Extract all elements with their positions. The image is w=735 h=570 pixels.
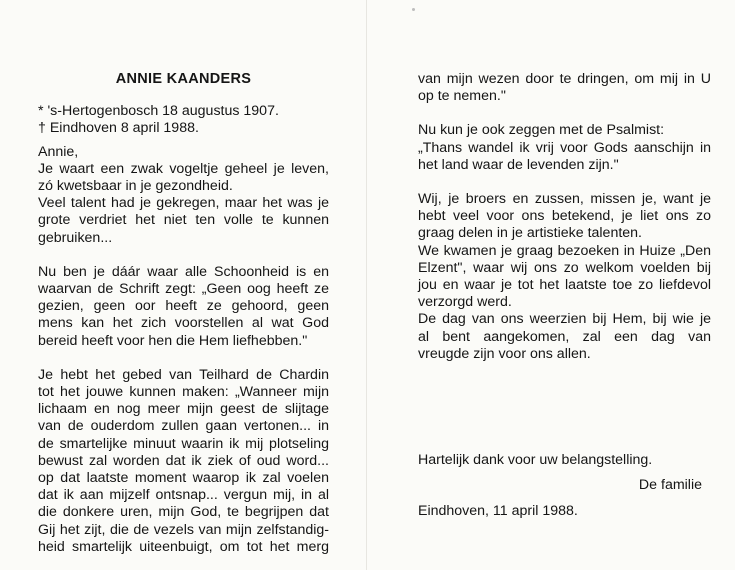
text-line: Elzent", waar wij ons zo welkom voelden bij xyxy=(418,259,711,276)
text-line: Veel talent had je gekregen, maar het was je xyxy=(38,195,329,212)
text-line: die donkere uren, mijn God, te begrijpen dat xyxy=(38,504,329,521)
text-line: Je waart een zwak vogeltje geheel je leven, xyxy=(38,160,329,177)
text-line: vreugde zijn voor ons allen. xyxy=(418,345,591,362)
left-page xyxy=(38,71,329,556)
text-line: dat ik aan mijzelf ontsnap... vergun mij, in al xyxy=(38,487,329,504)
text-line: graag delen in je artistieke talenten. xyxy=(418,225,642,242)
place-date: Eindhoven, 11 april 1988. xyxy=(418,503,578,520)
paragraph-scripture xyxy=(38,264,329,350)
text-line: Je hebt het gebed van Teilhard de Chardin xyxy=(38,366,329,383)
birth-line: * 's-Hertogenbosch 18 augustus 1907. xyxy=(38,103,279,120)
text-line: op dat laatste moment waarop ik zal voelen xyxy=(38,470,329,487)
text-line: heid smartelijk uiteenbuigt, om tot het merg xyxy=(38,538,329,555)
right-page xyxy=(418,71,711,363)
text-line: Annie, xyxy=(38,143,79,160)
paragraph-prayer xyxy=(38,367,329,556)
thanks-line: Hartelijk dank voor uw belangstelling. xyxy=(418,452,653,468)
deceased-name: ANNIE KAANDERS xyxy=(115,71,252,87)
text-line: bereid heeft voor hen die Hem liefhebben." xyxy=(38,332,308,349)
text-line: verzorgd werd. xyxy=(418,294,512,311)
text-line: gebruiken... xyxy=(38,229,113,246)
signature: De familie xyxy=(638,477,702,494)
text-line: van mijn wezen door te dringen, om mij in U xyxy=(418,71,711,87)
closing-block xyxy=(418,452,711,521)
print-speck xyxy=(412,8,415,11)
text-line: het land waar de levenden zijn." xyxy=(418,156,619,173)
text-line: grote verdriet het niet ten volle te kunnen xyxy=(38,212,329,229)
text-line: de smartelijke minuut waarin ik mij plotseling xyxy=(38,435,329,452)
text-line: Nu ben je dáár waar alle Schoonheid is en xyxy=(38,263,329,280)
text-line: De dag van ons weerzien bij Hem, bij wie je xyxy=(418,311,711,328)
death-line: † Eindhoven 8 april 1988. xyxy=(38,120,199,137)
text-line: hebt veel voor ons betekend, je liet ons zo xyxy=(418,208,711,225)
text-line: Wij, je broers en zussen, missen je, want je xyxy=(418,191,711,208)
paragraph-psalm xyxy=(418,122,711,174)
text-line: lichaam en nog meer mijn geest de slijtage xyxy=(38,401,329,418)
paragraph-family xyxy=(418,191,711,363)
text-line: zó kwetsbaar in je gezondheid. xyxy=(38,178,233,195)
text-line: We kwamen je graag bezoeken in Huize „Den xyxy=(418,242,711,259)
text-line: gezien, geen oor heeft ze gehoord, geen xyxy=(38,298,329,315)
card-fold xyxy=(366,0,367,570)
text-line: tot het jouwe kunnen maken: „Wanneer mijn xyxy=(38,384,329,401)
text-line: al bent aangekomen, zal een dag van xyxy=(418,328,711,345)
paragraph-continuation xyxy=(418,71,711,105)
text-line: bewust zal worden dat ik ziek of oud word... xyxy=(38,452,329,469)
text-line: Gij het zijt, die de vezels van mijn zelfstandig- xyxy=(38,521,329,538)
text-line: op te nemen." xyxy=(418,88,506,105)
text-line: Nu kun je ook zeggen met de Psalmist: xyxy=(418,122,665,139)
paragraph-intro xyxy=(38,144,329,247)
text-line: „Thans wandel ik vrij voor Gods aanschijn in xyxy=(418,139,711,156)
text-line: van de ouderdom zullen gaan vertonen... in xyxy=(38,418,329,435)
text-line: jou en waar je tot het laatste toe zo liefdevol xyxy=(418,277,711,294)
text-line: waarvan de Schrift zegt: „Geen oog heeft ze xyxy=(38,281,329,298)
text-line: mens kan het zich voorstellen al wat God xyxy=(38,315,329,332)
